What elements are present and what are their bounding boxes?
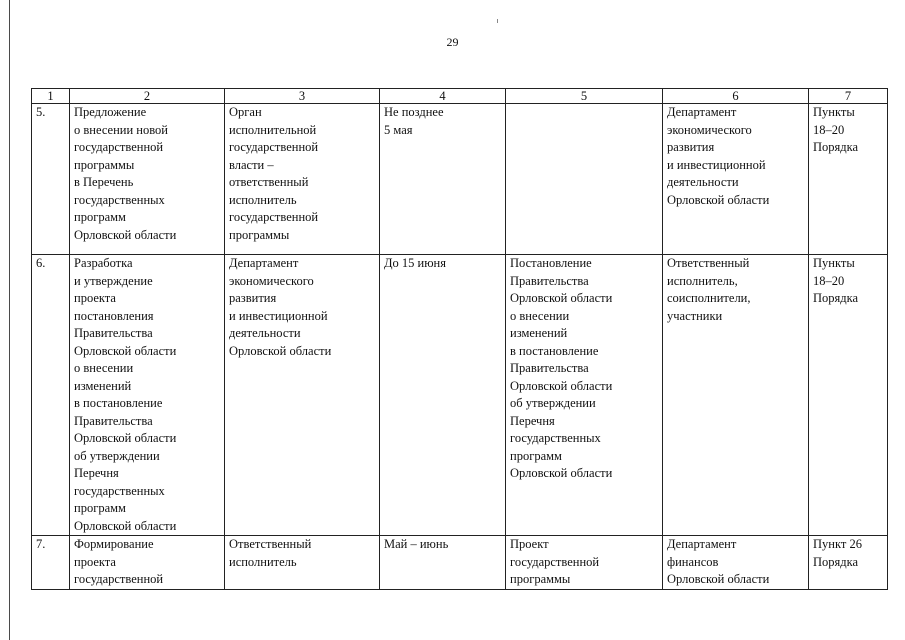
cell-text-line: деятельности bbox=[667, 175, 739, 189]
executor-cell bbox=[225, 255, 380, 536]
cell-text-line: 18–20 bbox=[813, 273, 845, 288]
recipient-cell bbox=[663, 536, 809, 590]
cell-text-line: Департамент bbox=[667, 105, 737, 119]
executor-cell bbox=[225, 104, 380, 255]
header-cell: 6 bbox=[663, 89, 809, 104]
cell-text-line: Постановление bbox=[510, 256, 592, 270]
recipient-cell bbox=[663, 255, 809, 536]
deadline-cell bbox=[380, 255, 506, 536]
cell-text-line: участники bbox=[667, 308, 723, 323]
cell-text-line: ответственный bbox=[229, 175, 309, 189]
cell-text-line: Департамент bbox=[229, 256, 299, 270]
table-header-row bbox=[32, 89, 888, 104]
cell-text-line: Правительства bbox=[510, 273, 589, 288]
cell-text-line: о внесении новой bbox=[74, 122, 168, 137]
cell-text-line: Проект bbox=[510, 537, 549, 551]
cell-text-line: изменений bbox=[74, 378, 132, 393]
cell-text-line: государственной bbox=[229, 140, 319, 154]
cell-text-line: Пункты bbox=[813, 105, 855, 119]
cell-text-line: Департамент bbox=[667, 537, 737, 551]
cell-text-line: исполнительной bbox=[229, 122, 317, 137]
cell-text-line: развития bbox=[229, 291, 277, 305]
cell-text-line: До 15 июня bbox=[384, 256, 446, 270]
result-cell bbox=[506, 536, 663, 590]
cell-text-line: Орловской области bbox=[667, 192, 770, 207]
cell-text-line: об утверждении bbox=[510, 396, 596, 410]
cell-text-line: финансов bbox=[667, 554, 719, 569]
cell-text-line: соисполнители, bbox=[667, 291, 751, 305]
basis-cell bbox=[809, 104, 888, 255]
cell-text-line: государственной bbox=[229, 210, 319, 224]
cell-text-line: и инвестиционной bbox=[667, 157, 766, 172]
recipient-cell bbox=[663, 104, 809, 255]
deadline-cell bbox=[380, 536, 506, 590]
cell-text-line: 18–20 bbox=[813, 122, 845, 137]
header-cell: 7 bbox=[809, 89, 888, 104]
cell-text-line: о внесении bbox=[74, 361, 134, 375]
page-left-edge-line bbox=[9, 0, 10, 640]
header-cell: 4 bbox=[380, 89, 506, 104]
cell-text-line: и инвестиционной bbox=[229, 308, 328, 323]
cell-text-line: проекта bbox=[74, 291, 116, 305]
cell-text-line: 5 мая bbox=[384, 122, 413, 137]
basis-cell bbox=[809, 536, 888, 590]
cell-text-line: государственной bbox=[510, 554, 600, 569]
cell-text-line: программы bbox=[74, 157, 135, 172]
header-cell: 2 bbox=[70, 89, 225, 104]
cell-text-line: постановления bbox=[74, 308, 154, 323]
stage-cell bbox=[70, 255, 225, 536]
cell-text-line: государственных bbox=[74, 483, 165, 498]
basis-cell bbox=[809, 255, 888, 536]
cell-text-line: и утверждение bbox=[74, 273, 153, 288]
cell-text-line: изменений bbox=[510, 326, 568, 340]
cell-text-line: государственной bbox=[74, 572, 164, 586]
cell-text-line: Правительства bbox=[74, 413, 153, 428]
cell-text-line: экономического bbox=[229, 273, 314, 288]
cell-text-line: программы bbox=[510, 572, 571, 586]
row-number-cell: 6. bbox=[32, 255, 70, 536]
table-row bbox=[32, 536, 888, 590]
cell-text-line: проекта bbox=[74, 554, 116, 569]
cell-text-line: государственных bbox=[510, 431, 601, 445]
stage-cell bbox=[70, 536, 225, 590]
header-cell: 5 bbox=[506, 89, 663, 104]
cell-text-line: Орган bbox=[229, 105, 262, 119]
table-row bbox=[32, 104, 888, 255]
procedure-table bbox=[31, 88, 888, 590]
cell-text-line: государственных bbox=[74, 192, 165, 207]
result-cell bbox=[506, 255, 663, 536]
cell-text-line: Орловской области bbox=[74, 227, 177, 242]
cell-text-line: Пункт 26 bbox=[813, 537, 862, 551]
cell-text-line: Орловской области bbox=[74, 431, 177, 445]
cell-text-line: Ответственный bbox=[667, 256, 750, 270]
scan-mark bbox=[497, 19, 498, 23]
cell-text-line: программ bbox=[74, 501, 126, 515]
cell-text-line: Порядка bbox=[813, 291, 859, 305]
executor-cell bbox=[225, 536, 380, 590]
cell-text-line: Предложение bbox=[74, 105, 147, 119]
cell-text-line: в постановление bbox=[510, 343, 599, 358]
cell-text-line: Перечня bbox=[74, 466, 119, 480]
header-cell: 3 bbox=[225, 89, 380, 104]
cell-text-line: Орловской области bbox=[510, 466, 613, 480]
result-cell bbox=[506, 104, 663, 255]
cell-text-line: программы bbox=[229, 227, 290, 242]
cell-text-line: Порядка bbox=[813, 554, 859, 569]
cell-text-line: власти – bbox=[229, 157, 274, 172]
cell-text-line: в постановление bbox=[74, 396, 163, 410]
cell-text-line: развития bbox=[667, 140, 715, 154]
cell-text-line: государственной bbox=[74, 140, 164, 154]
cell-text-line: об утверждении bbox=[74, 448, 160, 463]
cell-text-line: Перечня bbox=[510, 413, 555, 428]
cell-text-line: исполнитель bbox=[229, 192, 297, 207]
stage-cell bbox=[70, 104, 225, 255]
table-row bbox=[32, 255, 888, 536]
row-number-cell: 5. bbox=[32, 104, 70, 255]
cell-text-line: в Перечень bbox=[74, 175, 134, 189]
cell-text-line: Правительства bbox=[74, 326, 153, 340]
cell-text-line: Пункты bbox=[813, 256, 855, 270]
cell-text-line: Орловской области bbox=[74, 343, 177, 358]
cell-text-line: Орловской области bbox=[74, 518, 177, 533]
cell-text-line: Орловской области bbox=[510, 378, 613, 393]
cell-text-line: Формирование bbox=[74, 537, 154, 551]
cell-text-line: Ответственный bbox=[229, 537, 312, 551]
page-number: 29 bbox=[446, 35, 459, 49]
cell-text-line: исполнитель bbox=[229, 554, 297, 569]
cell-text-line: экономического bbox=[667, 122, 752, 137]
header-cell: 1 bbox=[32, 89, 70, 104]
cell-text-line: о внесении bbox=[510, 308, 570, 323]
cell-text-line: Не позднее bbox=[384, 105, 444, 119]
cell-text-line: Орловской области bbox=[510, 291, 613, 305]
cell-text-line: деятельности bbox=[229, 326, 301, 340]
cell-text-line: Порядка bbox=[813, 140, 859, 154]
deadline-cell bbox=[380, 104, 506, 255]
cell-text-line: Орловской области bbox=[667, 572, 770, 586]
cell-text-line: Разработка bbox=[74, 256, 133, 270]
cell-text-line: Май – июнь bbox=[384, 537, 449, 551]
cell-text-line: программ bbox=[510, 448, 562, 463]
cell-text-line: программ bbox=[74, 210, 126, 224]
row-number-cell: 7. bbox=[32, 536, 70, 590]
cell-text-line: Орловской области bbox=[229, 343, 332, 358]
cell-text-line: исполнитель, bbox=[667, 273, 738, 288]
cell-text-line: Правительства bbox=[510, 361, 589, 375]
